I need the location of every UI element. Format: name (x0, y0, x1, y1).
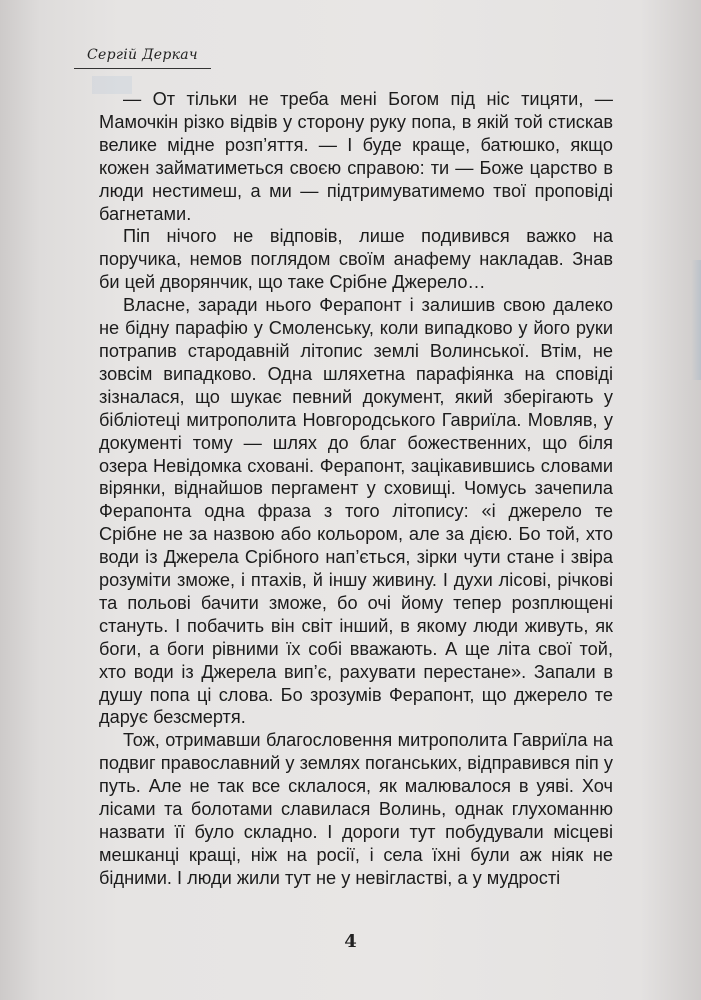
paragraph: Піп нічого не відповів, лише подивився важко на поручика, немов поглядом своїм анафему накладав. Знав би цей дворянчик, що таке Срібне Джерело… (99, 226, 613, 293)
paragraph: Тож, отримавши благословення митрополита Гавриїла на подвиг православний у землях поганських, відправився піп у путь. Але не так все склалося, як малювалося в уяві. Хоч лісами та болотами славилася Волинь, однак глухоманню назвати її було складно. І дороги тут побудували місцеві мешканці кращі, ніж на росії, і села їхні були аж ніяк не бідними. І люди жили тут не у невігластві, а у мудрості (99, 730, 613, 888)
page-number: 4 (344, 931, 357, 952)
running-header-author: Сергій Деркач (87, 47, 198, 63)
facing-page-bleed (691, 260, 701, 380)
body-text (99, 88, 613, 890)
paragraph: — От тільки не треба мені Богом під ніс тицяти, — Мамочкін різко відвів у сторону руку попа, в якій той стискав велике мідне розп’яття. — І буде краще, батюшко, якщо кожен займатиметься своєю справою: ти — Боже царство в люди нестимеш, а ми — підтримуватимемо твої проповіді багнетами. (99, 89, 613, 224)
header-rule (74, 68, 211, 69)
paragraph: Власне, заради нього Ферапонт і залишив свою далеко не бідну парафію у Смоленську, коли випадково у його руки потрапив стародавній літопис землі Волинської. Втім, не зовсім випадково. Одна шляхетна парафіянка на сповіді зізналася, що шукає певний документ, який зберігають у бібліотеці митрополита Новгородського Гавриїла. Мовляв, у документі тому — шлях до благ божественних, що біля озера Невідомка сховані. Ферапонт, зацікавившись словами вірянки, віднайшов пергамент у сховищі. Чомусь зачепила Ферапонта одна фраза з того літопису: «і джерело те Срібне не за назвою або кольором, але за дією. Бо той, хто води із Джерела Срібного нап’ється, зірки чути стане і звіра розуміти зможе, і птахів, й іншу живину. І духи лісові, річкові та польові бачити зможе, бо очі йому тепер розплющені стануть. І побачить він світ інший, в якому люди живуть, як боги, а боги рівними їх собі вважають. А ще літа свої той, хто води із Джерела вип’є, рахувати перестане». Запали в душу попа ці слова. Бо зрозумів Ферапонт, що джерело те дарує безсмертя. (99, 295, 613, 728)
